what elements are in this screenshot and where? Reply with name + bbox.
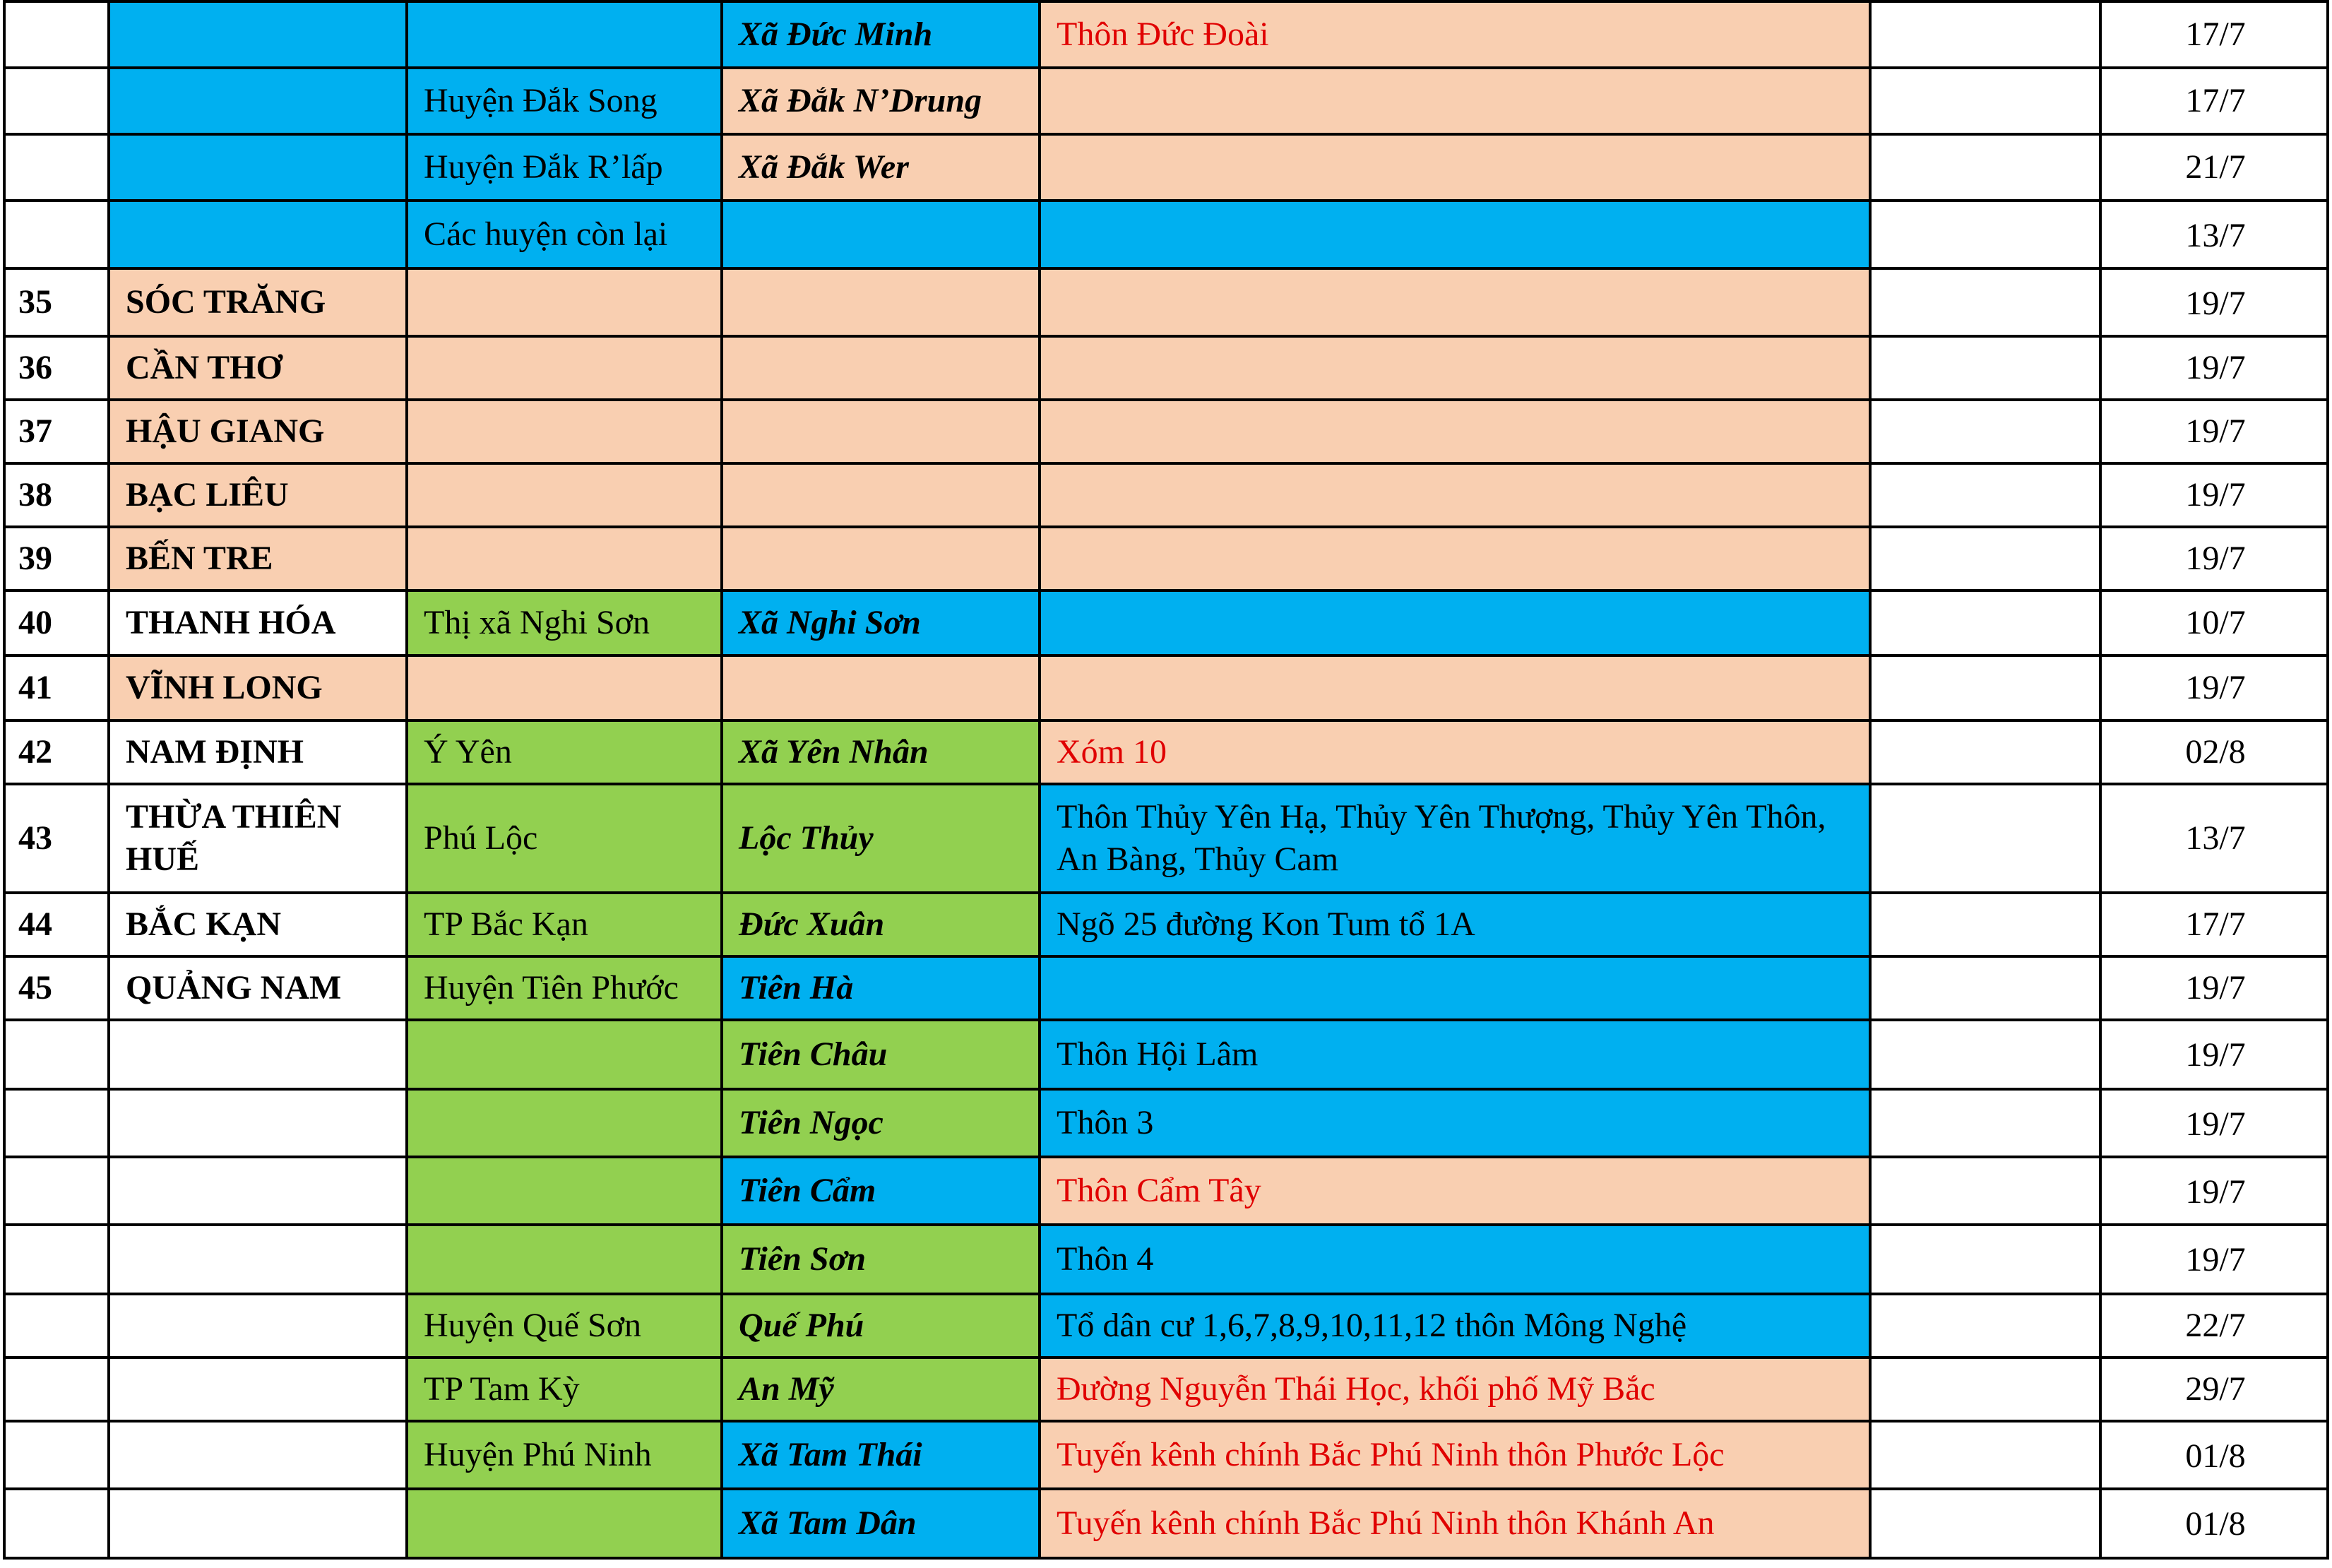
- location-detail-cell: [1040, 463, 1870, 527]
- province-cell: [109, 1, 407, 68]
- row-number-cell: 45: [4, 956, 109, 1020]
- district-cell: Các huyện còn lại: [407, 201, 722, 268]
- province-cell: THỪA THIÊN HUẾ: [109, 784, 407, 893]
- commune-cell: Tiên Ngọc: [722, 1089, 1040, 1157]
- province-cell: SÓC TRĂNG: [109, 268, 407, 336]
- table-row: [4, 268, 2328, 336]
- row-number-cell: 41: [4, 655, 109, 720]
- location-detail-cell: Thôn Cẩm Tây: [1040, 1157, 1870, 1225]
- table-row: [4, 463, 2328, 527]
- extra-cell: [1870, 893, 2100, 956]
- district-cell: [407, 1, 722, 68]
- location-detail-cell: Thôn Đức Đoài: [1040, 1, 1870, 68]
- location-detail-cell: [1040, 68, 1870, 134]
- district-cell: [407, 527, 722, 590]
- date-cell: 21/7: [2100, 134, 2328, 201]
- row-number-cell: [4, 1421, 109, 1489]
- commune-cell: [722, 655, 1040, 720]
- date-cell: 19/7: [2100, 268, 2328, 336]
- extra-cell: [1870, 956, 2100, 1020]
- commune-cell: [722, 268, 1040, 336]
- province-cell: QUẢNG NAM: [109, 956, 407, 1020]
- province-cell: [109, 1225, 407, 1294]
- location-detail-cell: Ngõ 25 đường Kon Tum tổ 1A: [1040, 893, 1870, 956]
- date-cell: 01/8: [2100, 1489, 2328, 1558]
- table-row: [4, 1225, 2328, 1294]
- table-row: [4, 1020, 2328, 1089]
- province-cell: BẮC KẠN: [109, 893, 407, 956]
- table-row: [4, 1489, 2328, 1558]
- date-cell: 19/7: [2100, 463, 2328, 527]
- location-detail-cell: [1040, 527, 1870, 590]
- table-row: [4, 1089, 2328, 1157]
- commune-cell: Xã Yên Nhân: [722, 720, 1040, 784]
- commune-cell: Xã Tam Thái: [722, 1421, 1040, 1489]
- table-row: [4, 68, 2328, 134]
- district-cell: Huyện Quế Sơn: [407, 1294, 722, 1358]
- district-cell: [407, 268, 722, 336]
- row-number-cell: [4, 201, 109, 268]
- row-number-cell: [4, 1089, 109, 1157]
- district-cell: TP Tam Kỳ: [407, 1358, 722, 1421]
- district-cell: TP Bắc Kạn: [407, 893, 722, 956]
- district-cell: Ý Yên: [407, 720, 722, 784]
- district-cell: [407, 1157, 722, 1225]
- date-cell: 19/7: [2100, 336, 2328, 400]
- table-row: [4, 1, 2328, 68]
- location-detail-cell: [1040, 590, 1870, 655]
- location-detail-cell: Tổ dân cư 1,6,7,8,9,10,11,12 thôn Mông Nghệ: [1040, 1294, 1870, 1358]
- row-number-cell: [4, 1358, 109, 1421]
- province-cell: CẦN THƠ: [109, 336, 407, 400]
- location-detail-cell: Thôn Hội Lâm: [1040, 1020, 1870, 1089]
- extra-cell: [1870, 1294, 2100, 1358]
- commune-cell: Tiên Hà: [722, 956, 1040, 1020]
- row-number-cell: 39: [4, 527, 109, 590]
- district-cell: Huyện Tiên Phước: [407, 956, 722, 1020]
- extra-cell: [1870, 268, 2100, 336]
- row-number-cell: [4, 1294, 109, 1358]
- extra-cell: [1870, 134, 2100, 201]
- table-row: [4, 400, 2328, 463]
- location-detail-cell: Thôn 3: [1040, 1089, 1870, 1157]
- table-row: [4, 1157, 2328, 1225]
- district-cell: Phú Lộc: [407, 784, 722, 893]
- location-detail-cell: [1040, 956, 1870, 1020]
- commune-cell: Xã Tam Dân: [722, 1489, 1040, 1558]
- table-row: [4, 1421, 2328, 1489]
- row-number-cell: 37: [4, 400, 109, 463]
- table-row: [4, 134, 2328, 201]
- row-number-cell: [4, 1, 109, 68]
- district-cell: Huyện Phú Ninh: [407, 1421, 722, 1489]
- province-cell: [109, 1089, 407, 1157]
- extra-cell: [1870, 784, 2100, 893]
- row-number-cell: [4, 134, 109, 201]
- extra-cell: [1870, 1, 2100, 68]
- row-number-cell: [4, 1157, 109, 1225]
- commune-cell: Lộc Thủy: [722, 784, 1040, 893]
- extra-cell: [1870, 68, 2100, 134]
- district-cell: [407, 1020, 722, 1089]
- location-detail-cell: Tuyến kênh chính Bắc Phú Ninh thôn Khánh An: [1040, 1489, 1870, 1558]
- extra-cell: [1870, 720, 2100, 784]
- commune-cell: An Mỹ: [722, 1358, 1040, 1421]
- date-cell: 19/7: [2100, 527, 2328, 590]
- commune-cell: Xã Đắk N’Drung: [722, 68, 1040, 134]
- province-cell: BẾN TRE: [109, 527, 407, 590]
- commune-cell: Quế Phú: [722, 1294, 1040, 1358]
- extra-cell: [1870, 1089, 2100, 1157]
- district-cell: Huyện Đắk R’lấp: [407, 134, 722, 201]
- date-cell: 01/8: [2100, 1421, 2328, 1489]
- province-cell: VĨNH LONG: [109, 655, 407, 720]
- location-detail-cell: Thôn 4: [1040, 1225, 1870, 1294]
- commune-cell: Xã Đắk Wer: [722, 134, 1040, 201]
- date-cell: 13/7: [2100, 784, 2328, 893]
- commune-cell: [722, 336, 1040, 400]
- table-row: [4, 893, 2328, 956]
- province-cell: [109, 1294, 407, 1358]
- extra-cell: [1870, 400, 2100, 463]
- extra-cell: [1870, 527, 2100, 590]
- district-cell: [407, 655, 722, 720]
- extra-cell: [1870, 1358, 2100, 1421]
- commune-cell: [722, 400, 1040, 463]
- location-detail-cell: [1040, 655, 1870, 720]
- row-number-cell: [4, 1225, 109, 1294]
- date-cell: 17/7: [2100, 68, 2328, 134]
- extra-cell: [1870, 590, 2100, 655]
- province-cell: HẬU GIANG: [109, 400, 407, 463]
- table-row: [4, 336, 2328, 400]
- district-cell: [407, 1225, 722, 1294]
- province-cell: THANH HÓA: [109, 590, 407, 655]
- table-row: [4, 590, 2328, 655]
- extra-cell: [1870, 1489, 2100, 1558]
- province-cell: NAM ĐỊNH: [109, 720, 407, 784]
- date-cell: 22/7: [2100, 1294, 2328, 1358]
- extra-cell: [1870, 655, 2100, 720]
- location-detail-cell: Tuyến kênh chính Bắc Phú Ninh thôn Phước Lộc: [1040, 1421, 1870, 1489]
- province-cell: [109, 1421, 407, 1489]
- district-cell: [407, 1089, 722, 1157]
- location-detail-cell: [1040, 201, 1870, 268]
- extra-cell: [1870, 1020, 2100, 1089]
- table-row: [4, 1358, 2328, 1421]
- outbreak-area-table: [3, 0, 2329, 1560]
- commune-cell: Xã Nghi Sơn: [722, 590, 1040, 655]
- date-cell: 19/7: [2100, 956, 2328, 1020]
- location-detail-cell: Thôn Thủy Yên Hạ, Thủy Yên Thượng, Thủy Yên Thôn, An Bàng, Thủy Cam: [1040, 784, 1870, 893]
- extra-cell: [1870, 1157, 2100, 1225]
- table-row: [4, 720, 2328, 784]
- date-cell: 19/7: [2100, 1157, 2328, 1225]
- district-cell: Thị xã Nghi Sơn: [407, 590, 722, 655]
- location-detail-cell: [1040, 134, 1870, 201]
- date-cell: 29/7: [2100, 1358, 2328, 1421]
- table-row: [4, 956, 2328, 1020]
- row-number-cell: 40: [4, 590, 109, 655]
- date-cell: 19/7: [2100, 400, 2328, 463]
- province-cell: [109, 201, 407, 268]
- extra-cell: [1870, 1421, 2100, 1489]
- location-detail-cell: Xóm 10: [1040, 720, 1870, 784]
- row-number-cell: 36: [4, 336, 109, 400]
- province-cell: [109, 134, 407, 201]
- date-cell: 19/7: [2100, 1225, 2328, 1294]
- location-detail-cell: [1040, 400, 1870, 463]
- commune-cell: Tiên Châu: [722, 1020, 1040, 1089]
- date-cell: 19/7: [2100, 655, 2328, 720]
- row-number-cell: 42: [4, 720, 109, 784]
- date-cell: 17/7: [2100, 893, 2328, 956]
- commune-cell: Xã Đức Minh: [722, 1, 1040, 68]
- date-cell: 19/7: [2100, 1089, 2328, 1157]
- row-number-cell: [4, 1489, 109, 1558]
- date-cell: 17/7: [2100, 1, 2328, 68]
- date-cell: 02/8: [2100, 720, 2328, 784]
- extra-cell: [1870, 201, 2100, 268]
- table-row: [4, 1294, 2328, 1358]
- province-cell: BẠC LIÊU: [109, 463, 407, 527]
- commune-cell: [722, 527, 1040, 590]
- commune-cell: [722, 201, 1040, 268]
- location-detail-cell: Đường Nguyễn Thái Học, khối phố Mỹ Bắc: [1040, 1358, 1870, 1421]
- province-cell: [109, 1358, 407, 1421]
- row-number-cell: 44: [4, 893, 109, 956]
- location-detail-cell: [1040, 336, 1870, 400]
- row-number-cell: 38: [4, 463, 109, 527]
- province-cell: [109, 1157, 407, 1225]
- district-cell: [407, 400, 722, 463]
- province-cell: [109, 1489, 407, 1558]
- row-number-cell: 35: [4, 268, 109, 336]
- commune-cell: [722, 463, 1040, 527]
- table-row: [4, 527, 2328, 590]
- district-cell: Huyện Đắk Song: [407, 68, 722, 134]
- table-row: [4, 201, 2328, 268]
- province-cell: [109, 1020, 407, 1089]
- row-number-cell: 43: [4, 784, 109, 893]
- date-cell: 10/7: [2100, 590, 2328, 655]
- table-row: [4, 655, 2328, 720]
- row-number-cell: [4, 68, 109, 134]
- commune-cell: Tiên Sơn: [722, 1225, 1040, 1294]
- row-number-cell: [4, 1020, 109, 1089]
- commune-cell: Tiên Cẩm: [722, 1157, 1040, 1225]
- district-cell: [407, 463, 722, 527]
- location-detail-cell: [1040, 268, 1870, 336]
- date-cell: 13/7: [2100, 201, 2328, 268]
- district-cell: [407, 336, 722, 400]
- table-row: [4, 784, 2328, 893]
- commune-cell: Đức Xuân: [722, 893, 1040, 956]
- district-cell: [407, 1489, 722, 1558]
- extra-cell: [1870, 336, 2100, 400]
- extra-cell: [1870, 463, 2100, 527]
- province-cell: [109, 68, 407, 134]
- extra-cell: [1870, 1225, 2100, 1294]
- date-cell: 19/7: [2100, 1020, 2328, 1089]
